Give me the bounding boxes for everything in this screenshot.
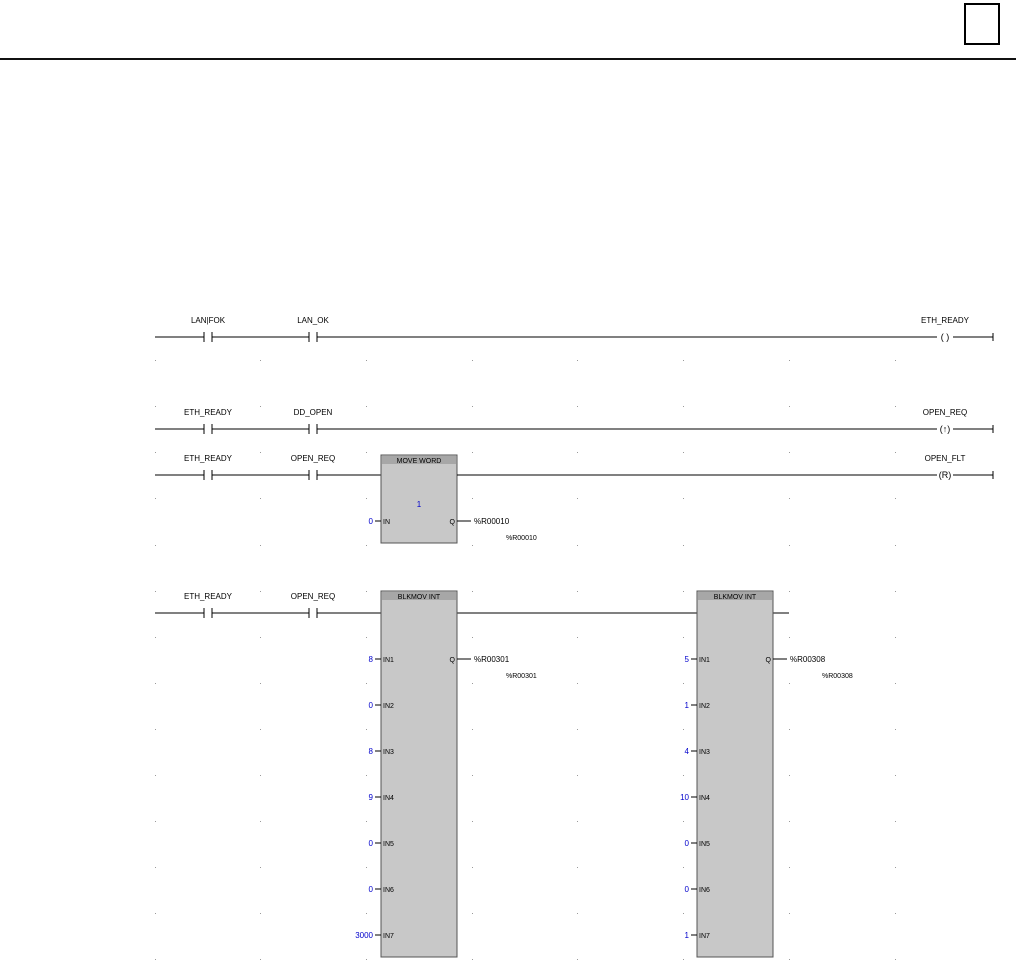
grid-dot [895, 498, 896, 499]
grid-dot [577, 545, 578, 546]
input-pin-label: IN5 [699, 841, 710, 848]
input-value: 5 [684, 655, 689, 664]
grid-dot [683, 821, 684, 822]
grid-dot [155, 545, 156, 546]
grid-dot [366, 959, 367, 960]
output-note: %R00308 [822, 673, 853, 680]
input-value: 3000 [355, 931, 373, 940]
grid-dot [366, 683, 367, 684]
grid-dot [260, 959, 261, 960]
output-ref: %R00301 [474, 655, 510, 664]
contact-label: LAN_OK [297, 316, 329, 325]
contact-label: DD_OPEN [293, 408, 333, 417]
grid-dot [472, 406, 473, 407]
grid-dot [577, 498, 578, 499]
grid-dot [789, 775, 790, 776]
grid-dot [472, 775, 473, 776]
grid-dot [260, 591, 261, 592]
contact-label: ETH_READY [183, 592, 233, 601]
grid-dot [577, 821, 578, 822]
grid-dot [155, 821, 156, 822]
grid-dot [683, 729, 684, 730]
input-value: 8 [368, 655, 373, 664]
grid-dot [895, 591, 896, 592]
block-title: BLKMOV INT [397, 594, 441, 601]
blkmov-block [697, 591, 773, 957]
coil-label: ETH_READY [920, 316, 970, 325]
input-pin-label: IN2 [699, 703, 710, 710]
grid-dot [895, 821, 896, 822]
grid-dot [260, 821, 261, 822]
grid-dot [472, 360, 473, 361]
grid-dot [895, 775, 896, 776]
grid-dot [155, 683, 156, 684]
output-pin-label: Q [449, 519, 455, 526]
grid-dot [789, 360, 790, 361]
block-title: BLKMOV INT [713, 594, 757, 601]
grid-dot [260, 775, 261, 776]
input-pin-label: IN3 [383, 749, 394, 756]
input-value: 0 [368, 885, 373, 894]
input-pin-label: IN [383, 519, 390, 526]
grid-dot [577, 637, 578, 638]
grid-dot [472, 545, 473, 546]
grid-dot [789, 821, 790, 822]
input-value: 1 [684, 701, 689, 710]
block-length: 1 [416, 500, 422, 509]
coil-label: OPEN_FLT [924, 454, 966, 463]
grid-dot [577, 867, 578, 868]
grid-dot [366, 498, 367, 499]
contact-label: OPEN_REQ [290, 592, 336, 601]
coil-symbol: (R) [938, 470, 952, 480]
grid-dot [366, 591, 367, 592]
input-pin-label: IN4 [383, 795, 394, 802]
grid-dot [472, 867, 473, 868]
grid-dot [683, 913, 684, 914]
input-pin-label: IN1 [383, 657, 394, 664]
input-pin-label: IN6 [699, 887, 710, 894]
grid-dot [895, 959, 896, 960]
input-value: 0 [368, 701, 373, 710]
grid-dot [155, 637, 156, 638]
grid-dot [155, 867, 156, 868]
output-ref: %R00010 [474, 517, 510, 526]
grid-dot [577, 729, 578, 730]
grid-dot [260, 729, 261, 730]
grid-dot [155, 591, 156, 592]
blkmov-block [381, 591, 457, 957]
output-note: %R00301 [506, 673, 537, 680]
coil-symbol: (↑) [939, 424, 951, 434]
input-value: 8 [368, 747, 373, 756]
grid-dot [789, 867, 790, 868]
grid-dot [683, 683, 684, 684]
grid-dot [366, 867, 367, 868]
grid-dot [789, 545, 790, 546]
grid-dot [260, 913, 261, 914]
input-pin-label: IN1 [699, 657, 710, 664]
grid-dot [472, 821, 473, 822]
input-value: 0 [368, 517, 373, 526]
grid-dot [260, 452, 261, 453]
grid-dot [366, 821, 367, 822]
input-pin-label: IN2 [383, 703, 394, 710]
grid-dot [577, 452, 578, 453]
move-word-block [381, 455, 457, 543]
grid-dot [577, 360, 578, 361]
grid-dot [366, 545, 367, 546]
grid-dot [895, 452, 896, 453]
grid-dot [260, 545, 261, 546]
input-pin-label: IN7 [383, 933, 394, 940]
grid-dot [260, 683, 261, 684]
grid-dot [577, 591, 578, 592]
block-title: MOVE WORD [396, 458, 442, 465]
grid-dot [895, 360, 896, 361]
grid-dot [472, 452, 473, 453]
grid-dot [472, 959, 473, 960]
grid-dot [155, 360, 156, 361]
grid-dot [472, 637, 473, 638]
grid-dot [895, 545, 896, 546]
input-pin-label: IN4 [699, 795, 710, 802]
grid-dot [155, 775, 156, 776]
grid-dot [366, 637, 367, 638]
grid-dot [472, 591, 473, 592]
grid-dot [155, 498, 156, 499]
grid-dot [577, 775, 578, 776]
grid-dot [366, 406, 367, 407]
grid-dot [155, 729, 156, 730]
grid-dot [155, 406, 156, 407]
grid-dot [789, 729, 790, 730]
grid-dot [260, 360, 261, 361]
grid-dot [895, 867, 896, 868]
grid-dot [789, 913, 790, 914]
grid-dot [895, 637, 896, 638]
grid-dot [472, 683, 473, 684]
grid-dot [895, 913, 896, 914]
output-pin-label: Q [449, 657, 455, 664]
output-ref: %R00308 [790, 655, 826, 664]
grid-dot [366, 775, 367, 776]
grid-dot [472, 913, 473, 914]
grid-dot [789, 498, 790, 499]
grid-dot [260, 867, 261, 868]
grid-dot [683, 360, 684, 361]
grid-dot [789, 637, 790, 638]
coil-symbol: ( ) [940, 332, 950, 342]
output-note: %R00010 [506, 535, 537, 542]
input-pin-label: IN6 [383, 887, 394, 894]
grid-dot [155, 913, 156, 914]
grid-dot [789, 406, 790, 407]
grid-dot [260, 406, 261, 407]
grid-dot [789, 591, 790, 592]
grid-dot [577, 406, 578, 407]
grid-dot [155, 452, 156, 453]
grid-dot [260, 498, 261, 499]
grid-dot [895, 683, 896, 684]
contact-label: ETH_READY [183, 408, 233, 417]
contact-label: ETH_READY [183, 454, 233, 463]
grid-dot [789, 452, 790, 453]
grid-dot [260, 637, 261, 638]
grid-dot [895, 406, 896, 407]
input-pin-label: IN7 [699, 933, 710, 940]
grid-dot [155, 959, 156, 960]
grid-dot [895, 729, 896, 730]
input-value: 9 [368, 793, 373, 802]
contact-label: LAN|FOK [190, 316, 226, 325]
grid-dot [683, 775, 684, 776]
input-pin-label: IN5 [383, 841, 394, 848]
grid-dot [683, 452, 684, 453]
grid-dot [789, 959, 790, 960]
grid-dot [683, 545, 684, 546]
grid-dot [366, 360, 367, 361]
input-value: 0 [368, 839, 373, 848]
grid-dot [789, 683, 790, 684]
grid-dot [683, 591, 684, 592]
input-value: 0 [684, 885, 689, 894]
grid-dot [683, 959, 684, 960]
grid-dot [577, 683, 578, 684]
grid-dot [366, 913, 367, 914]
grid-dot [683, 498, 684, 499]
grid-dot [366, 452, 367, 453]
grid-dot [683, 406, 684, 407]
grid-dot [577, 913, 578, 914]
input-value: 10 [680, 793, 689, 802]
grid-dot [577, 959, 578, 960]
input-value: 0 [684, 839, 689, 848]
grid-dot [472, 729, 473, 730]
input-pin-label: IN3 [699, 749, 710, 756]
grid-dot [683, 637, 684, 638]
output-pin-label: Q [765, 657, 771, 664]
contact-label: OPEN_REQ [290, 454, 336, 463]
coil-label: OPEN_REQ [922, 408, 968, 417]
grid-dot [472, 498, 473, 499]
input-value: 4 [684, 747, 689, 756]
grid-dot [683, 867, 684, 868]
grid-dot [366, 729, 367, 730]
input-value: 1 [684, 931, 689, 940]
